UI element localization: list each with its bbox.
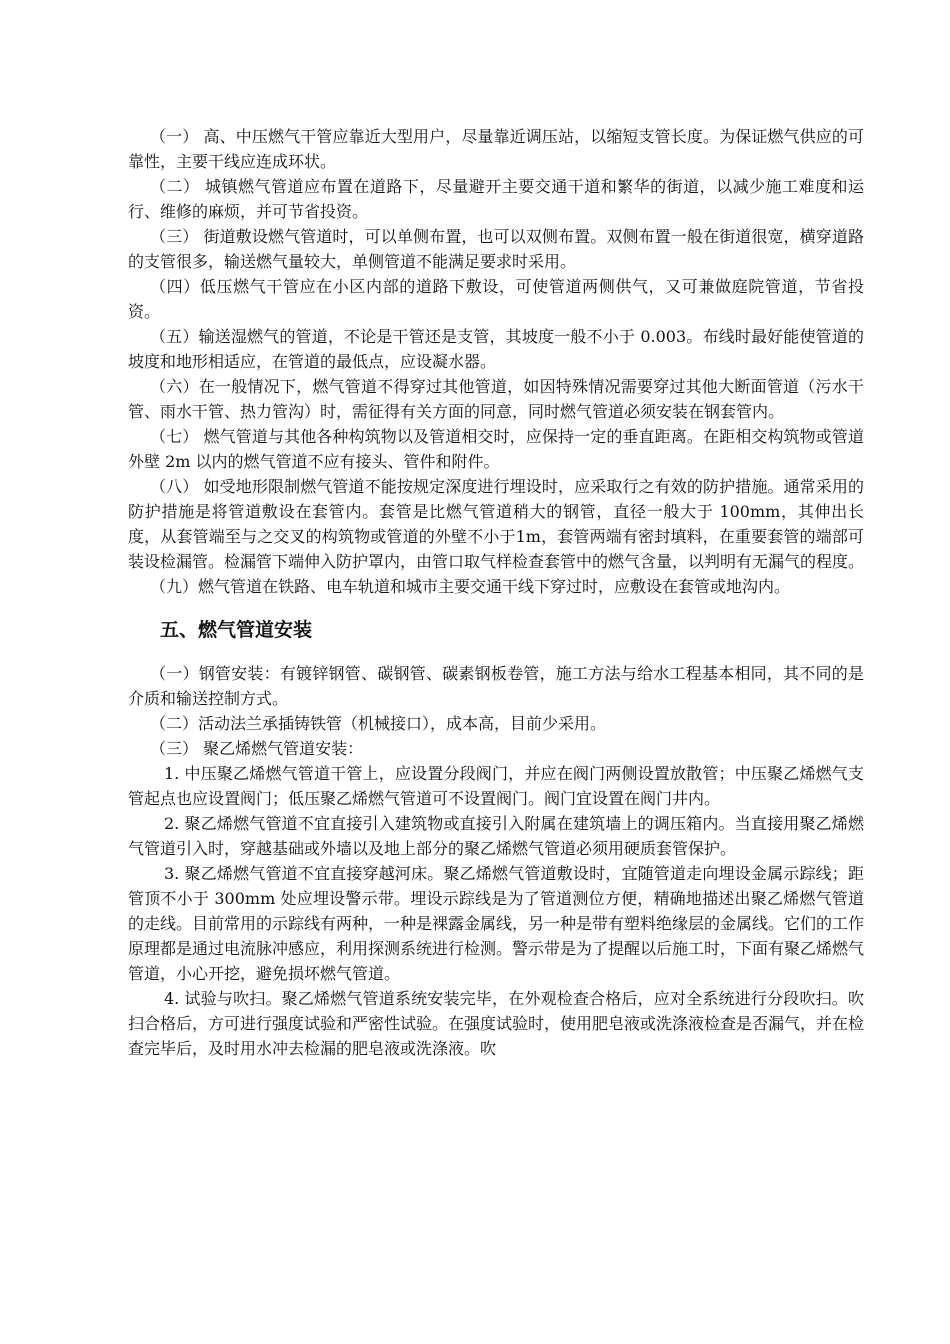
paragraph-7: （七） 燃气管道与其他各种构筑物以及管道相交时，应保持一定的垂直距离。在距相交构筑物或管道外壁 2m 以内的燃气管道不应有接头、管件和附件。 (128, 427, 864, 471)
paragraph-1: （一） 高、中压燃气干管应靠近大型用户，尽量靠近调压站，以缩短支管长度。为保证燃气供应的可靠性，主要干线应连成环状。 (128, 127, 864, 171)
paragraph-9: （九）燃气管道在铁路、电车轨道和城市主要交通干线下穿过时，应敷设在套管或地沟内。 (150, 577, 791, 596)
install-paragraph-3: （三） 聚乙烯燃气管道安装： (150, 739, 364, 758)
section-heading: 五、燃气管道安装 (160, 619, 313, 641)
numbered-item-1: 1. 中压聚乙烯燃气管道干管上，应设置分段阀门，并应在阀门两侧设置放散管；中压聚乙烯燃气支管起点也应设置阀门；低压聚乙烯燃气管道可不设置阀门。阀门宜设置在阀门井内。 (128, 764, 864, 808)
install-paragraph-1: （一）钢管安装：有镀锌钢管、碳钢管、碳素钢板卷管，施工方法与给水工程基本相同，其不同的是介质和输送控制方式。 (128, 664, 864, 708)
paragraph-8: （八） 如受地形限制燃气管道不能按规定深度进行埋设时，应采取行之有效的防护措施。通常采用的防护措施是将管道敷设在套管内。套管是比燃气管道稍大的钢管，直径一般大于 100mm，其伸出长度，从套管端至与之交叉的构筑物或管道的外壁不小于1m，套管两端有密封填料，在重要套管的端部可装设检漏管。检漏管下端伸入防护罩内，由管口取气样检查套管中的燃气含量，以判明有无漏气的程度。 (128, 477, 865, 571)
paragraph-6: （六）在一般情况下，燃气管道不得穿过其他管道，如因特殊情况需要穿过其他大断面管道（污水干管、雨水干管、热力管沟）时，需征得有关方面的同意，同时燃气管道必须安装在钢套管内。 (128, 377, 864, 421)
document-body (128, 124, 864, 1061)
install-paragraph-2: （二）活动法兰承插铸铁管（机械接口），成本高，目前少采用。 (150, 714, 607, 733)
paragraph-5: （五）输送湿燃气的管道，不论是干管还是支管，其坡度一般不小于 0.003。布线时最好能使管道的坡度和地形相适应，在管道的最低点，应设凝水器。 (128, 327, 864, 371)
numbered-item-2: 2. 聚乙烯燃气管道不宜直接引入建筑物或直接引入附属在建筑墙上的调压箱内。当直接用聚乙烯燃气管道引入时，穿越基础或外墙以及地上部分的聚乙烯燃气管道必须用硬质套管保护。 (128, 814, 864, 858)
numbered-item-3: 3. 聚乙烯燃气管道不宜直接穿越河床。聚乙烯燃气管道敷设时，宜随管道走向埋设金属示踪线；距管顶不小于 300mm 处应埋设警示带。埋设示踪线是为了管道测位方便，精确地描述出聚乙烯燃气管道的走线。目前常用的示踪线有两种，一种是裸露金属线，另一种是带有塑料绝缘层的金属线。它们的工作原理都是通过电流脉冲感应，利用探测系统进行检测。警示带是为了提醒以后施工时，下面有聚乙烯燃气管道，小心开挖，避免损坏燃气管道。 (128, 864, 865, 983)
paragraph-3: （三） 街道敷设燃气管道时，可以单侧布置，也可以双侧布置。双侧布置一般在街道很宽，横穿道路的支管很多，输送燃气量较大，单侧管道不能满足要求时采用。 (128, 227, 864, 271)
paragraph-4: （四）低压燃气干管应在小区内部的道路下敷设，可使管道两侧供气，又可兼做庭院管道，节省投资。 (128, 277, 864, 321)
paragraph-2: （二） 城镇燃气管道应布置在道路下，尽量避开主要交通干道和繁华的街道，以减少施工难度和运行、维修的麻烦，并可节省投资。 (128, 177, 864, 221)
numbered-item-4: 4. 试验与吹扫。聚乙烯燃气管道系统安装完毕，在外观检查合格后，应对全系统进行分段吹扫。吹扫合格后，方可进行强度试验和严密性试验。在强度试验时，使用肥皂液或洗涤液检查是否漏气，并在检查完毕后，及时用水冲去检漏的肥皂液或洗涤液。吹 (128, 989, 865, 1058)
